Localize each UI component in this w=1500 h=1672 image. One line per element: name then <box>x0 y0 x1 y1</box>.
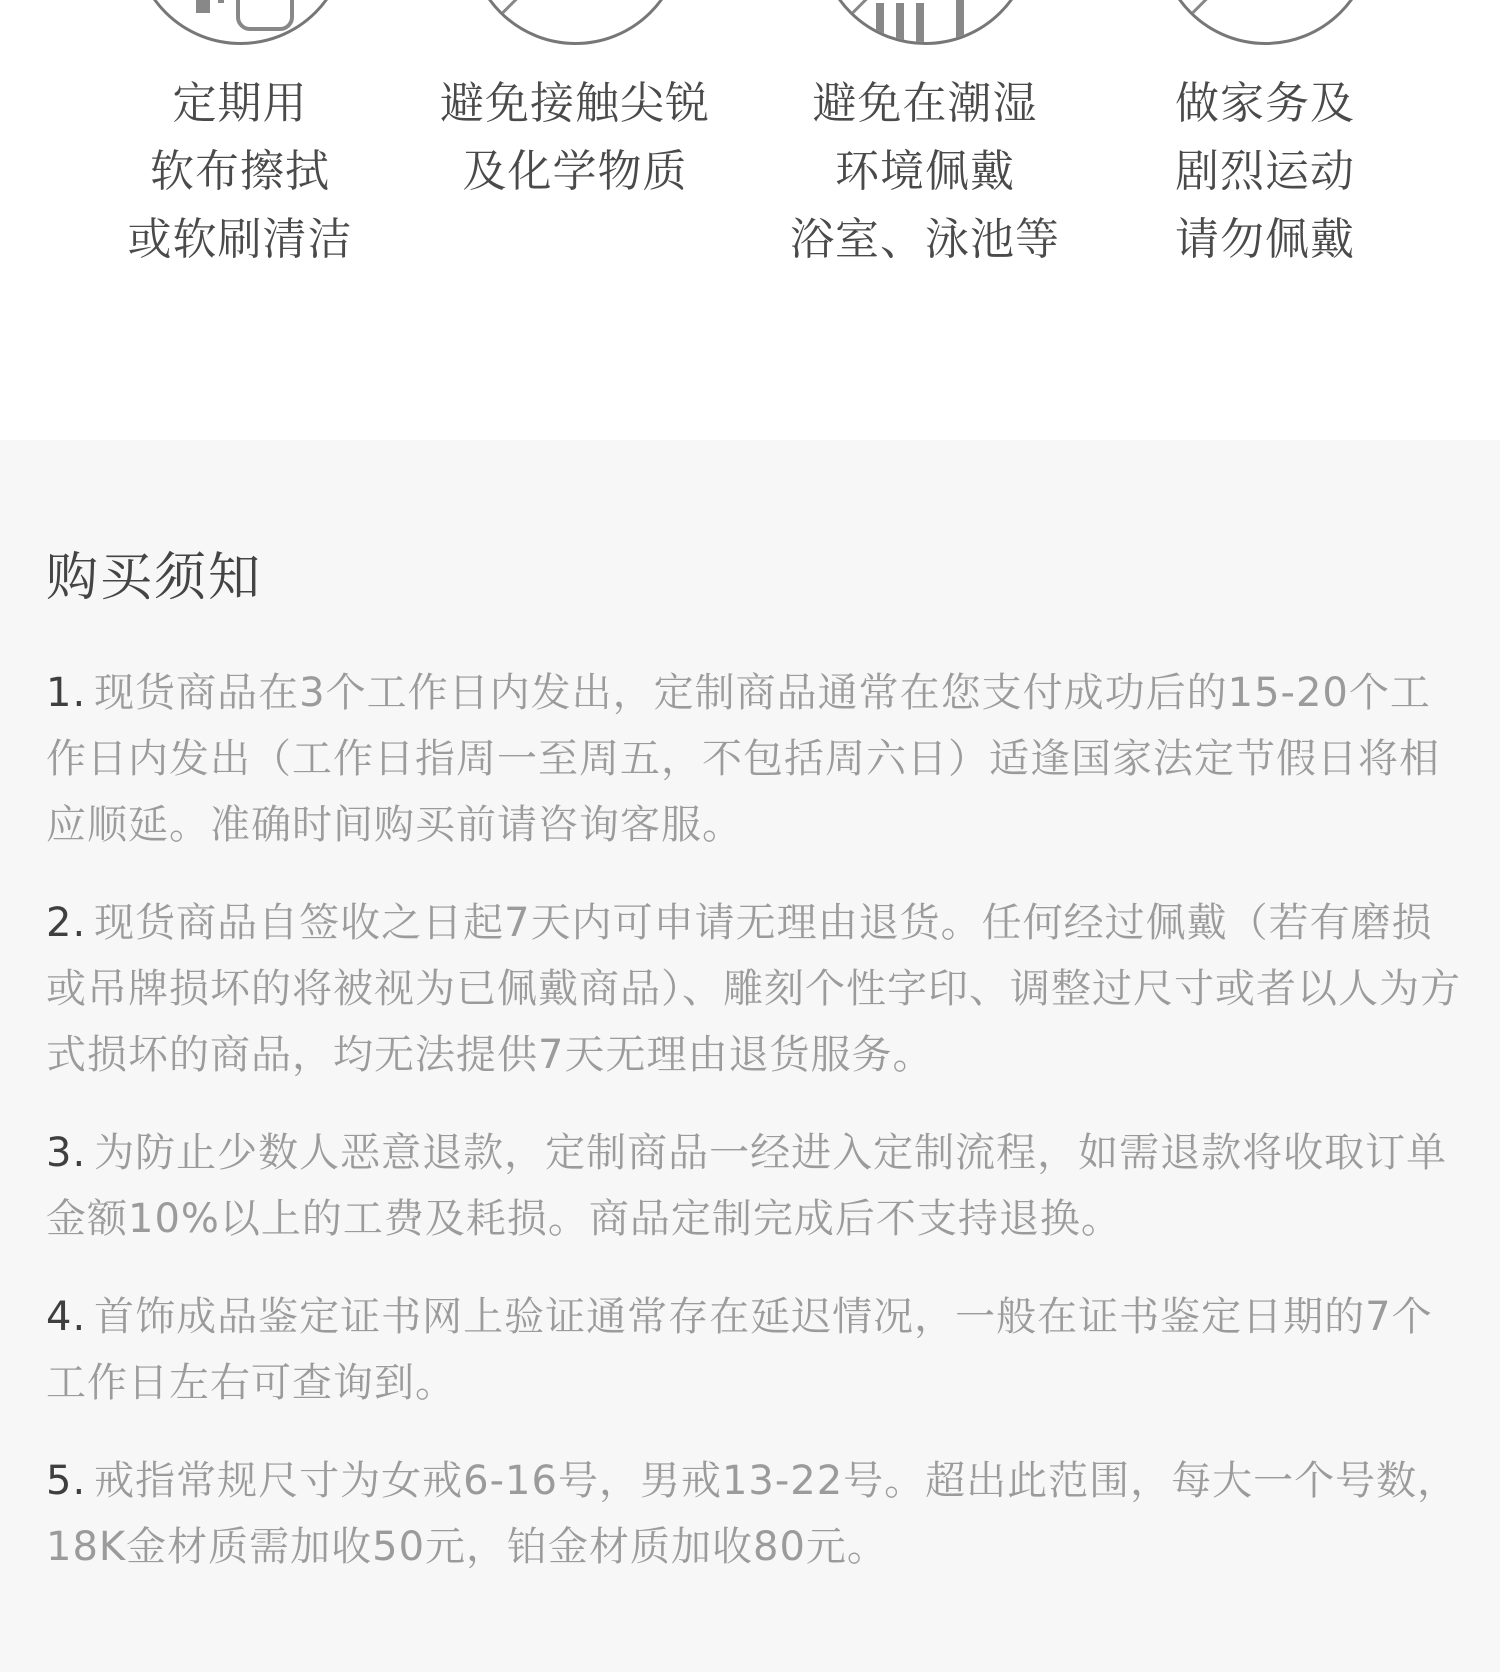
notice-text: 为防止少数人恶意退款，定制商品一经进入定制流程，如需退款将收取订单金额10%以上的工费及耗损。商品定制完成后不支持退换。 <box>46 1130 1448 1242</box>
notice-item <box>46 660 1466 858</box>
notice-item <box>46 890 1466 1088</box>
care-instructions <box>0 0 1500 440</box>
care-line: 环境佩戴 <box>835 146 1015 197</box>
care-item-clean <box>80 0 400 300</box>
care-line: 请勿佩戴 <box>1175 214 1355 265</box>
care-line: 定期用 <box>172 78 308 129</box>
purchase-notice <box>0 440 1500 1672</box>
notice-title: 购买须知 <box>46 548 263 608</box>
care-text <box>765 70 1085 274</box>
notice-number: 2. <box>46 900 87 946</box>
notice-number: 3. <box>46 1130 87 1176</box>
care-text <box>415 70 735 206</box>
notice-item <box>46 1448 1466 1580</box>
no-chemicals-icon <box>468 0 683 45</box>
care-line: 软布擦拭 <box>150 146 330 197</box>
notice-number: 5. <box>46 1458 87 1504</box>
care-item-sports <box>1105 0 1425 300</box>
care-text <box>1105 70 1425 274</box>
notice-item <box>46 1120 1466 1252</box>
care-line: 避免在潮湿 <box>812 78 1038 129</box>
notice-list <box>46 660 1466 1612</box>
cloth-icon <box>133 0 348 45</box>
care-item-chemicals <box>415 0 735 300</box>
no-water-icon <box>818 0 1033 45</box>
care-line: 做家务及 <box>1175 78 1355 129</box>
care-line: 避免接触尖锐 <box>440 78 710 129</box>
care-line: 及化学物质 <box>462 146 688 197</box>
no-sports-icon <box>1158 0 1373 45</box>
notice-item <box>46 1284 1466 1416</box>
notice-number: 4. <box>46 1294 87 1340</box>
notice-number: 1. <box>46 670 87 716</box>
care-line: 浴室、泳池等 <box>790 214 1060 265</box>
notice-text: 首饰成品鉴定证书网上验证通常存在延迟情况，一般在证书鉴定日期的7个工作日左右可查询到。 <box>46 1294 1433 1406</box>
care-item-water <box>765 0 1085 300</box>
care-line: 或软刷清洁 <box>127 214 353 265</box>
notice-text: 戒指常规尺寸为女戒6-16号，男戒13-22号。超出此范围，每大一个号数，18K金材质需加收50元，铂金材质加收80元。 <box>46 1458 1459 1570</box>
care-text <box>80 70 400 274</box>
care-line: 剧烈运动 <box>1175 146 1355 197</box>
notice-text: 现货商品在3个工作日内发出，定制商品通常在您支付成功后的15-20个工作日内发出（工作日指周一至周五，不包括周六日）适逢国家法定节假日将相应顺延。准确时间购买前请咨询客服。 <box>46 670 1440 848</box>
notice-text: 现货商品自签收之日起7天内可申请无理由退货。任何经过佩戴（若有磨损或吊牌损坏的将被视为已佩戴商品）、雕刻个性字印、调整过尺寸或者以人为方式损坏的商品，均无法提供7天无理由退货服务。 <box>46 900 1461 1078</box>
